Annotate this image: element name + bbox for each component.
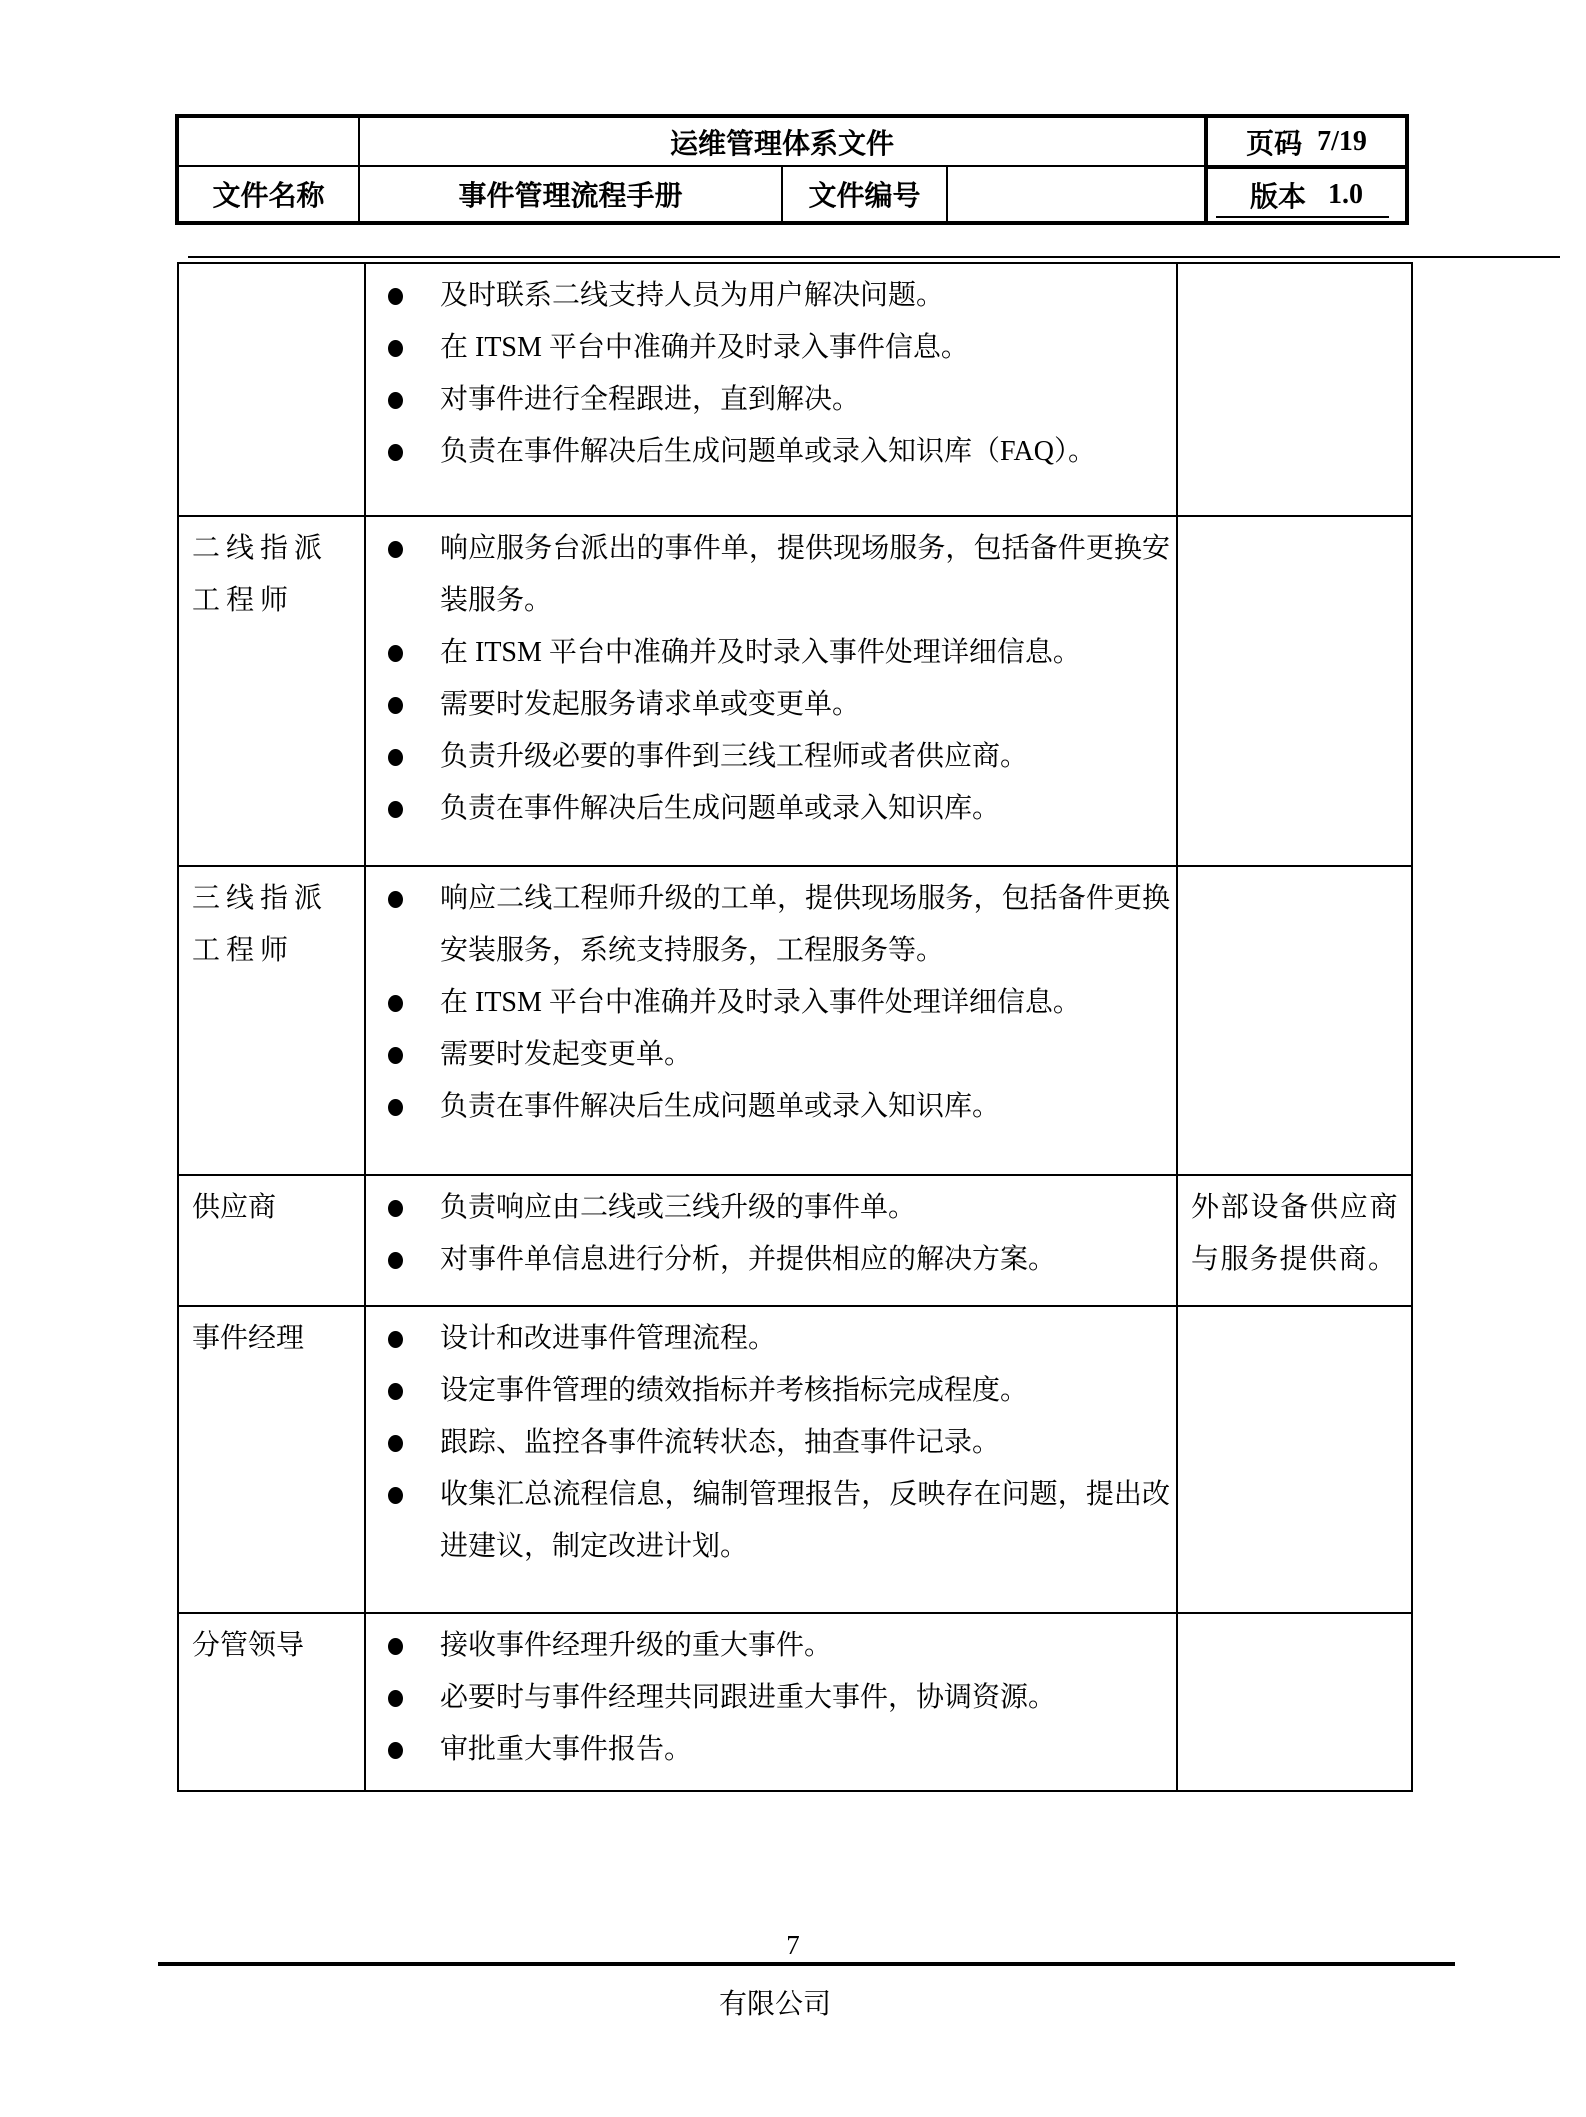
role-name: 事件经理 xyxy=(192,1323,305,1354)
footer-separator-rule xyxy=(158,1962,1455,1966)
table-row xyxy=(179,1612,1411,1790)
duty-item xyxy=(366,1182,1176,1234)
bullet-icon xyxy=(388,1487,403,1504)
duty-item xyxy=(366,322,1176,374)
remark-cell xyxy=(1176,517,1411,865)
version-underline-rule xyxy=(1216,216,1389,218)
duty-text: 响应服务台派出的事件单，提供现场服务，包括备件更换安装服务。 xyxy=(440,533,1170,616)
doc-name-label-cell: 文件名称 xyxy=(179,165,358,221)
duty-text: 负责在事件解决后生成问题单或录入知识库（FAQ）。 xyxy=(440,436,1096,467)
duty-item xyxy=(366,1365,1176,1417)
duty-item xyxy=(366,1724,1176,1776)
duty-item xyxy=(366,1469,1176,1573)
role-name-cell xyxy=(179,1307,364,1612)
role-name: 供应商 xyxy=(192,1192,277,1223)
role-name: 三线指派工程师 xyxy=(192,883,329,966)
role-name-cell xyxy=(179,867,364,1174)
role-name-cell xyxy=(179,264,364,515)
duties-cell xyxy=(364,867,1176,1174)
duty-text: 负责在事件解决后生成问题单或录入知识库。 xyxy=(440,793,1001,824)
duty-item xyxy=(366,426,1176,478)
duties-cell xyxy=(364,1176,1176,1305)
duty-text: 响应二线工程师升级的工单，提供现场服务，包括备件更换安装服务，系统支持服务，工程服务等。 xyxy=(440,883,1170,966)
bullet-icon xyxy=(388,1331,403,1348)
bullet-icon xyxy=(388,1200,403,1217)
duty-item xyxy=(366,270,1176,322)
duty-item xyxy=(366,1029,1176,1081)
footer-company-name: 有限公司 xyxy=(718,1989,831,2020)
doc-type-title: 运维管理体系文件 xyxy=(358,118,1204,165)
duty-text: 负责响应由二线或三线升级的事件单。 xyxy=(440,1192,917,1223)
doc-number-value-cell xyxy=(946,165,1204,221)
table-row xyxy=(179,1305,1411,1612)
page-number-label: 页码 xyxy=(1246,128,1303,160)
bullet-icon xyxy=(388,541,403,558)
bullet-icon xyxy=(388,1047,403,1064)
bullet-icon xyxy=(388,1435,403,1452)
duty-item xyxy=(366,977,1176,1029)
version-label: 版本 xyxy=(1249,182,1306,213)
duty-text: 设定事件管理的绩效指标并考核指标完成程度。 xyxy=(440,1375,1029,1406)
bullet-icon xyxy=(388,1742,403,1759)
duty-text: 对事件单信息进行分析，并提供相应的解决方案。 xyxy=(440,1244,1057,1275)
document-header-table xyxy=(175,114,1409,225)
duty-text: 收集汇总流程信息，编制管理报告，反映存在问题，提出改进建议，制定改进计划。 xyxy=(440,1479,1170,1562)
bullet-icon xyxy=(388,697,403,714)
bullet-icon xyxy=(388,645,403,662)
role-name-cell xyxy=(179,517,364,865)
duty-text: 必要时与事件经理共同跟进重大事件，协调资源。 xyxy=(440,1682,1057,1713)
duties-cell xyxy=(364,1614,1176,1790)
duty-item xyxy=(366,679,1176,731)
bullet-icon xyxy=(388,1383,403,1400)
duty-text: 在 ITSM 平台中准确并及时录入事件处理详细信息。 xyxy=(440,637,1081,668)
duty-item xyxy=(366,1672,1176,1724)
duty-text: 在 ITSM 平台中准确并及时录入事件处理详细信息。 xyxy=(440,987,1081,1018)
doc-number-label-cell: 文件编号 xyxy=(781,165,946,221)
duty-item xyxy=(366,627,1176,679)
duty-item xyxy=(366,731,1176,783)
duty-text: 对事件进行全程跟进，直到解决。 xyxy=(440,384,861,415)
duty-text: 设计和改进事件管理流程。 xyxy=(440,1323,777,1354)
duty-item xyxy=(366,374,1176,426)
page-number-cell xyxy=(1204,118,1405,165)
duty-text: 负责升级必要的事件到三线工程师或者供应商。 xyxy=(440,741,1029,772)
duty-text: 及时联系二线支持人员为用户解决问题。 xyxy=(440,280,945,311)
duty-text: 接收事件经理升级的重大事件。 xyxy=(440,1630,833,1661)
header-separator-rule xyxy=(188,256,1560,258)
duty-item xyxy=(366,523,1176,627)
role-name-cell xyxy=(179,1176,364,1305)
table-row xyxy=(179,1174,1411,1305)
bullet-icon xyxy=(388,995,403,1012)
footer-page-number: 7 xyxy=(786,1930,800,1960)
doc-name-value-cell: 事件管理流程手册 xyxy=(358,165,781,221)
duty-item xyxy=(366,783,1176,835)
bullet-icon xyxy=(388,1099,403,1116)
header-empty-cell xyxy=(179,118,358,165)
remark-cell xyxy=(1176,867,1411,1174)
remark-cell xyxy=(1176,1307,1411,1612)
role-name: 分管领导 xyxy=(192,1630,305,1661)
duty-text: 审批重大事件报告。 xyxy=(440,1734,693,1765)
duty-text: 在 ITSM 平台中准确并及时录入事件信息。 xyxy=(440,332,969,363)
duty-text: 负责在事件解决后生成问题单或录入知识库。 xyxy=(440,1091,1001,1122)
table-row xyxy=(179,865,1411,1174)
duty-item xyxy=(366,1620,1176,1672)
table-row xyxy=(179,515,1411,865)
version-value: 1.0 xyxy=(1328,179,1363,210)
duty-item xyxy=(366,1313,1176,1365)
duty-text: 需要时发起变更单。 xyxy=(440,1039,693,1070)
bullet-icon xyxy=(388,288,403,305)
bullet-icon xyxy=(388,444,403,461)
duties-cell xyxy=(364,517,1176,865)
duty-item xyxy=(366,1081,1176,1133)
role-name-cell xyxy=(179,1614,364,1790)
bullet-icon xyxy=(388,1690,403,1707)
bullet-icon xyxy=(388,1252,403,1269)
remark-cell: 外部设备供应商与服务提供商。 xyxy=(1176,1176,1411,1305)
remark-cell xyxy=(1176,264,1411,515)
page-number-value: 7/19 xyxy=(1317,125,1367,157)
bullet-icon xyxy=(388,749,403,766)
bullet-icon xyxy=(388,891,403,908)
duties-cell xyxy=(364,1307,1176,1612)
duty-text: 需要时发起服务请求单或变更单。 xyxy=(440,689,861,720)
role-name: 二线指派工程师 xyxy=(192,533,329,616)
roles-responsibilities-table xyxy=(177,262,1413,1792)
duty-text: 跟踪、监控各事件流转状态，抽查事件记录。 xyxy=(440,1427,1001,1458)
table-row xyxy=(179,264,1411,515)
bullet-icon xyxy=(388,392,403,409)
duties-cell xyxy=(364,264,1176,515)
bullet-icon xyxy=(388,340,403,357)
duty-item xyxy=(366,1417,1176,1469)
duty-item xyxy=(366,1234,1176,1286)
version-cell xyxy=(1204,165,1405,221)
bullet-icon xyxy=(388,801,403,818)
duty-item xyxy=(366,873,1176,977)
remark-cell xyxy=(1176,1614,1411,1790)
bullet-icon xyxy=(388,1638,403,1655)
